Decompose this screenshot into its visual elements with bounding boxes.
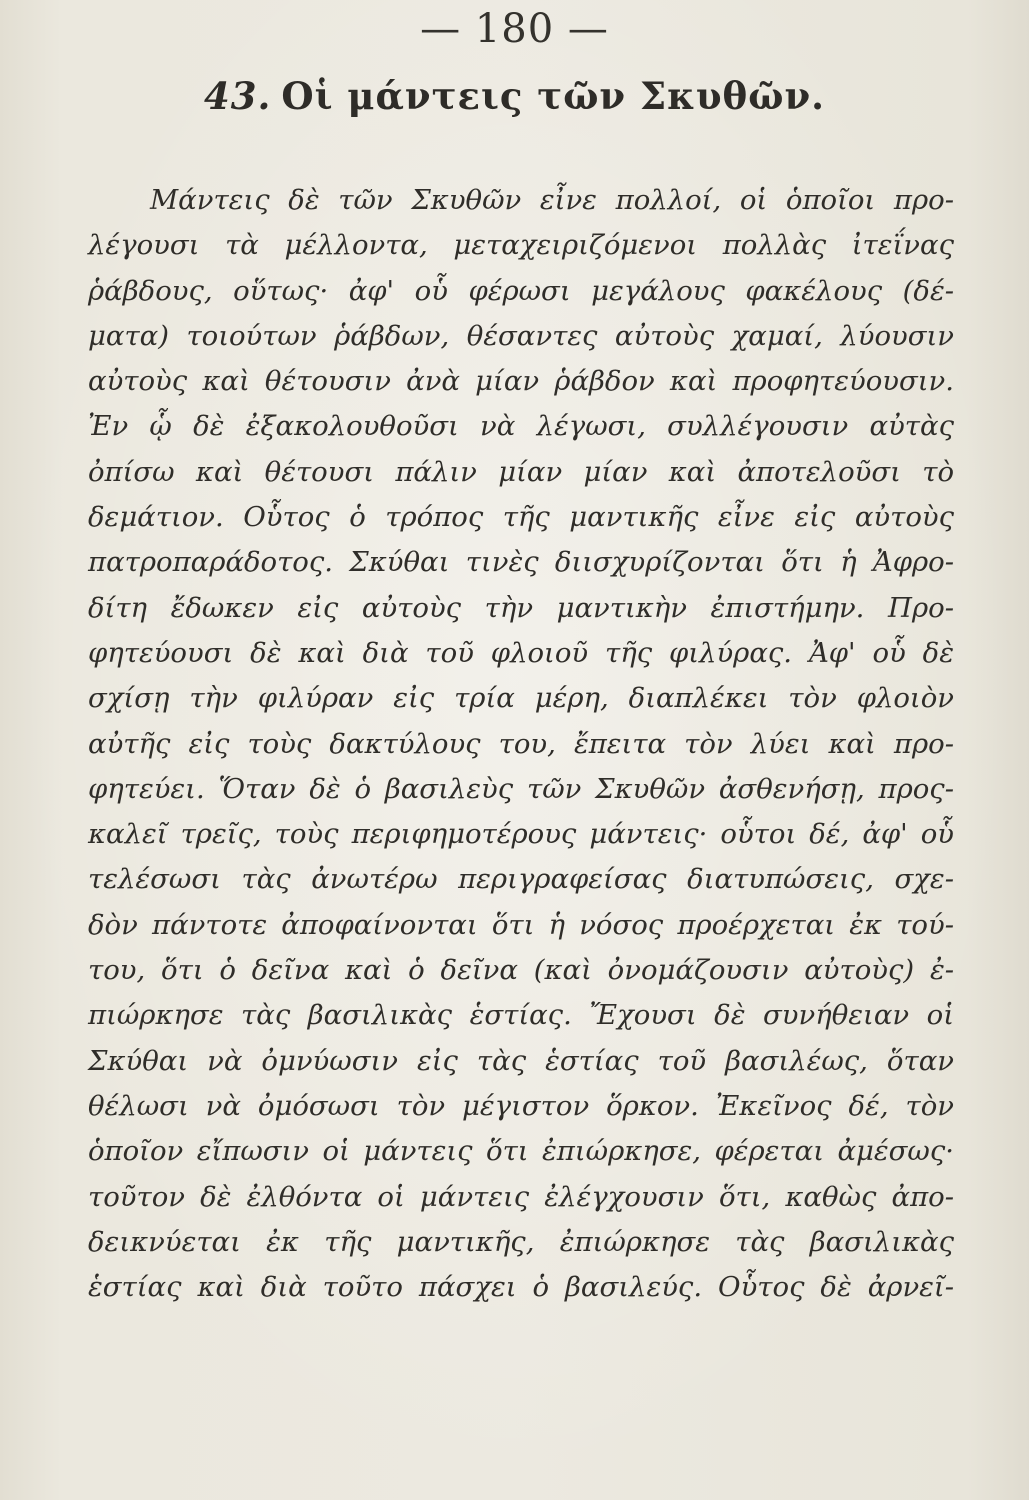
text-line: τελέσωσι τὰς ἀνωτέρω περιγραφείσας διατυπώσεις, σχε- <box>88 863 954 896</box>
text-line: θέλωσι νὰ ὀμόσωσι τὸν μέγιστον ὅρκον. Ἐκεῖνος δέ, τὸν <box>88 1089 954 1122</box>
text-line: αὐτῆς εἰς τοὺς δακτύλους του, ἔπειτα τὸν λύει καὶ προ- <box>88 727 954 760</box>
text-line: πιώρκησε τὰς βασιλικὰς ἑστίας. Ἔχουσι δὲ συνήθειαν οἱ <box>88 999 954 1032</box>
text-line: σχίσῃ τὴν φιλύραν εἰς τρία μέρη, διαπλέκει τὸν φλοιὸν <box>88 682 954 715</box>
chapter-title: Οἱ μάντεις τῶν Σκυθῶν. <box>281 74 826 118</box>
text-line: ματα) τοιούτων ῥάβδων, θέσαντες αὐτοὺς χαμαί, λύουσιν <box>88 319 954 352</box>
text-line: φητεύουσι δὲ καὶ διὰ τοῦ φλοιοῦ τῆς φιλύρας. Ἀφ' οὗ δὲ <box>88 636 954 669</box>
text-line: ὀπίσω καὶ θέτουσι πάλιν μίαν μίαν καὶ ἀποτελοῦσι τὸ <box>88 455 954 488</box>
text-line: αὐτοὺς καὶ θέτουσιν ἀνὰ μίαν ῥάβδον καὶ προφητεύουσιν. <box>88 365 954 398</box>
text-line: του, ὅτι ὁ δεῖνα καὶ ὁ δεῖνα (καὶ ὀνομάζουσιν αὐτοὺς) ἐ- <box>88 954 954 987</box>
text-line: φητεύει. Ὅταν δὲ ὁ βασιλεὺς τῶν Σκυθῶν ἀσθενήσῃ, προς- <box>88 772 954 805</box>
text-line: δίτη ἔδωκεν εἰς αὐτοὺς τὴν μαντικὴν ἐπιστήμην. Προ- <box>88 591 954 624</box>
text-line: ὁποῖον εἴπωσιν οἱ μάντεις ὅτι ἐπιώρκησε, φέρεται ἀμέσως· <box>88 1135 954 1168</box>
text-line: λέγουσι τὰ μέλλοντα, μεταχειριζόμενοι πολλὰς ἰτεΐνας <box>88 229 954 262</box>
text-line: πατροπαράδοτος. Σκύθαι τινὲς διισχυρίζονται ὅτι ἡ Ἀφρο- <box>88 546 954 579</box>
text-line: δὸν πάντοτε ἀποφαίνονται ὅτι ἡ νόσος προέρχεται ἐκ τού- <box>88 908 954 941</box>
page-number: — 180 — <box>420 6 609 52</box>
text-line: δεικνύεται ἐκ τῆς μαντικῆς, ἐπιώρκησε τὰς βασιλικὰς <box>88 1225 954 1258</box>
text-line: Μάντεις δὲ τῶν Σκυθῶν εἶνε πολλοί, οἱ ὁποῖοι προ- <box>150 184 954 216</box>
chapter-heading <box>0 74 1029 118</box>
chapter-number: 43. <box>203 74 272 118</box>
text-line: ἑστίας καὶ διὰ τοῦτο πάσχει ὁ βασιλεύς. Οὗτος δὲ ἀρνεῖ- <box>88 1271 954 1304</box>
text-line: καλεῖ τρεῖς, τοὺς περιφημοτέρους μάντεις· οὗτοι δέ, ἀφ' οὗ <box>88 818 954 851</box>
text-line: τοῦτον δὲ ἐλθόντα οἱ μάντεις ἐλέγχουσιν ὅτι, καθὼς ἀπο- <box>88 1180 954 1213</box>
text-line: Ἐν ᾧ δὲ ἐξακολουθοῦσι νὰ λέγωσι, συλλέγουσιν αὐτὰς <box>88 410 954 443</box>
body-text <box>88 178 954 1310</box>
text-line: Σκύθαι νὰ ὀμνύωσιν εἰς τὰς ἑστίας τοῦ βασιλέως, ὅταν <box>88 1044 954 1077</box>
text-line: δεμάτιον. Οὗτος ὁ τρόπος τῆς μαντικῆς εἶνε εἰς αὐτοὺς <box>88 501 954 534</box>
text-line: ῥάβδους, οὕτως· ἀφ' οὗ φέρωσι μεγάλους φακέλους (δέ- <box>88 274 954 307</box>
